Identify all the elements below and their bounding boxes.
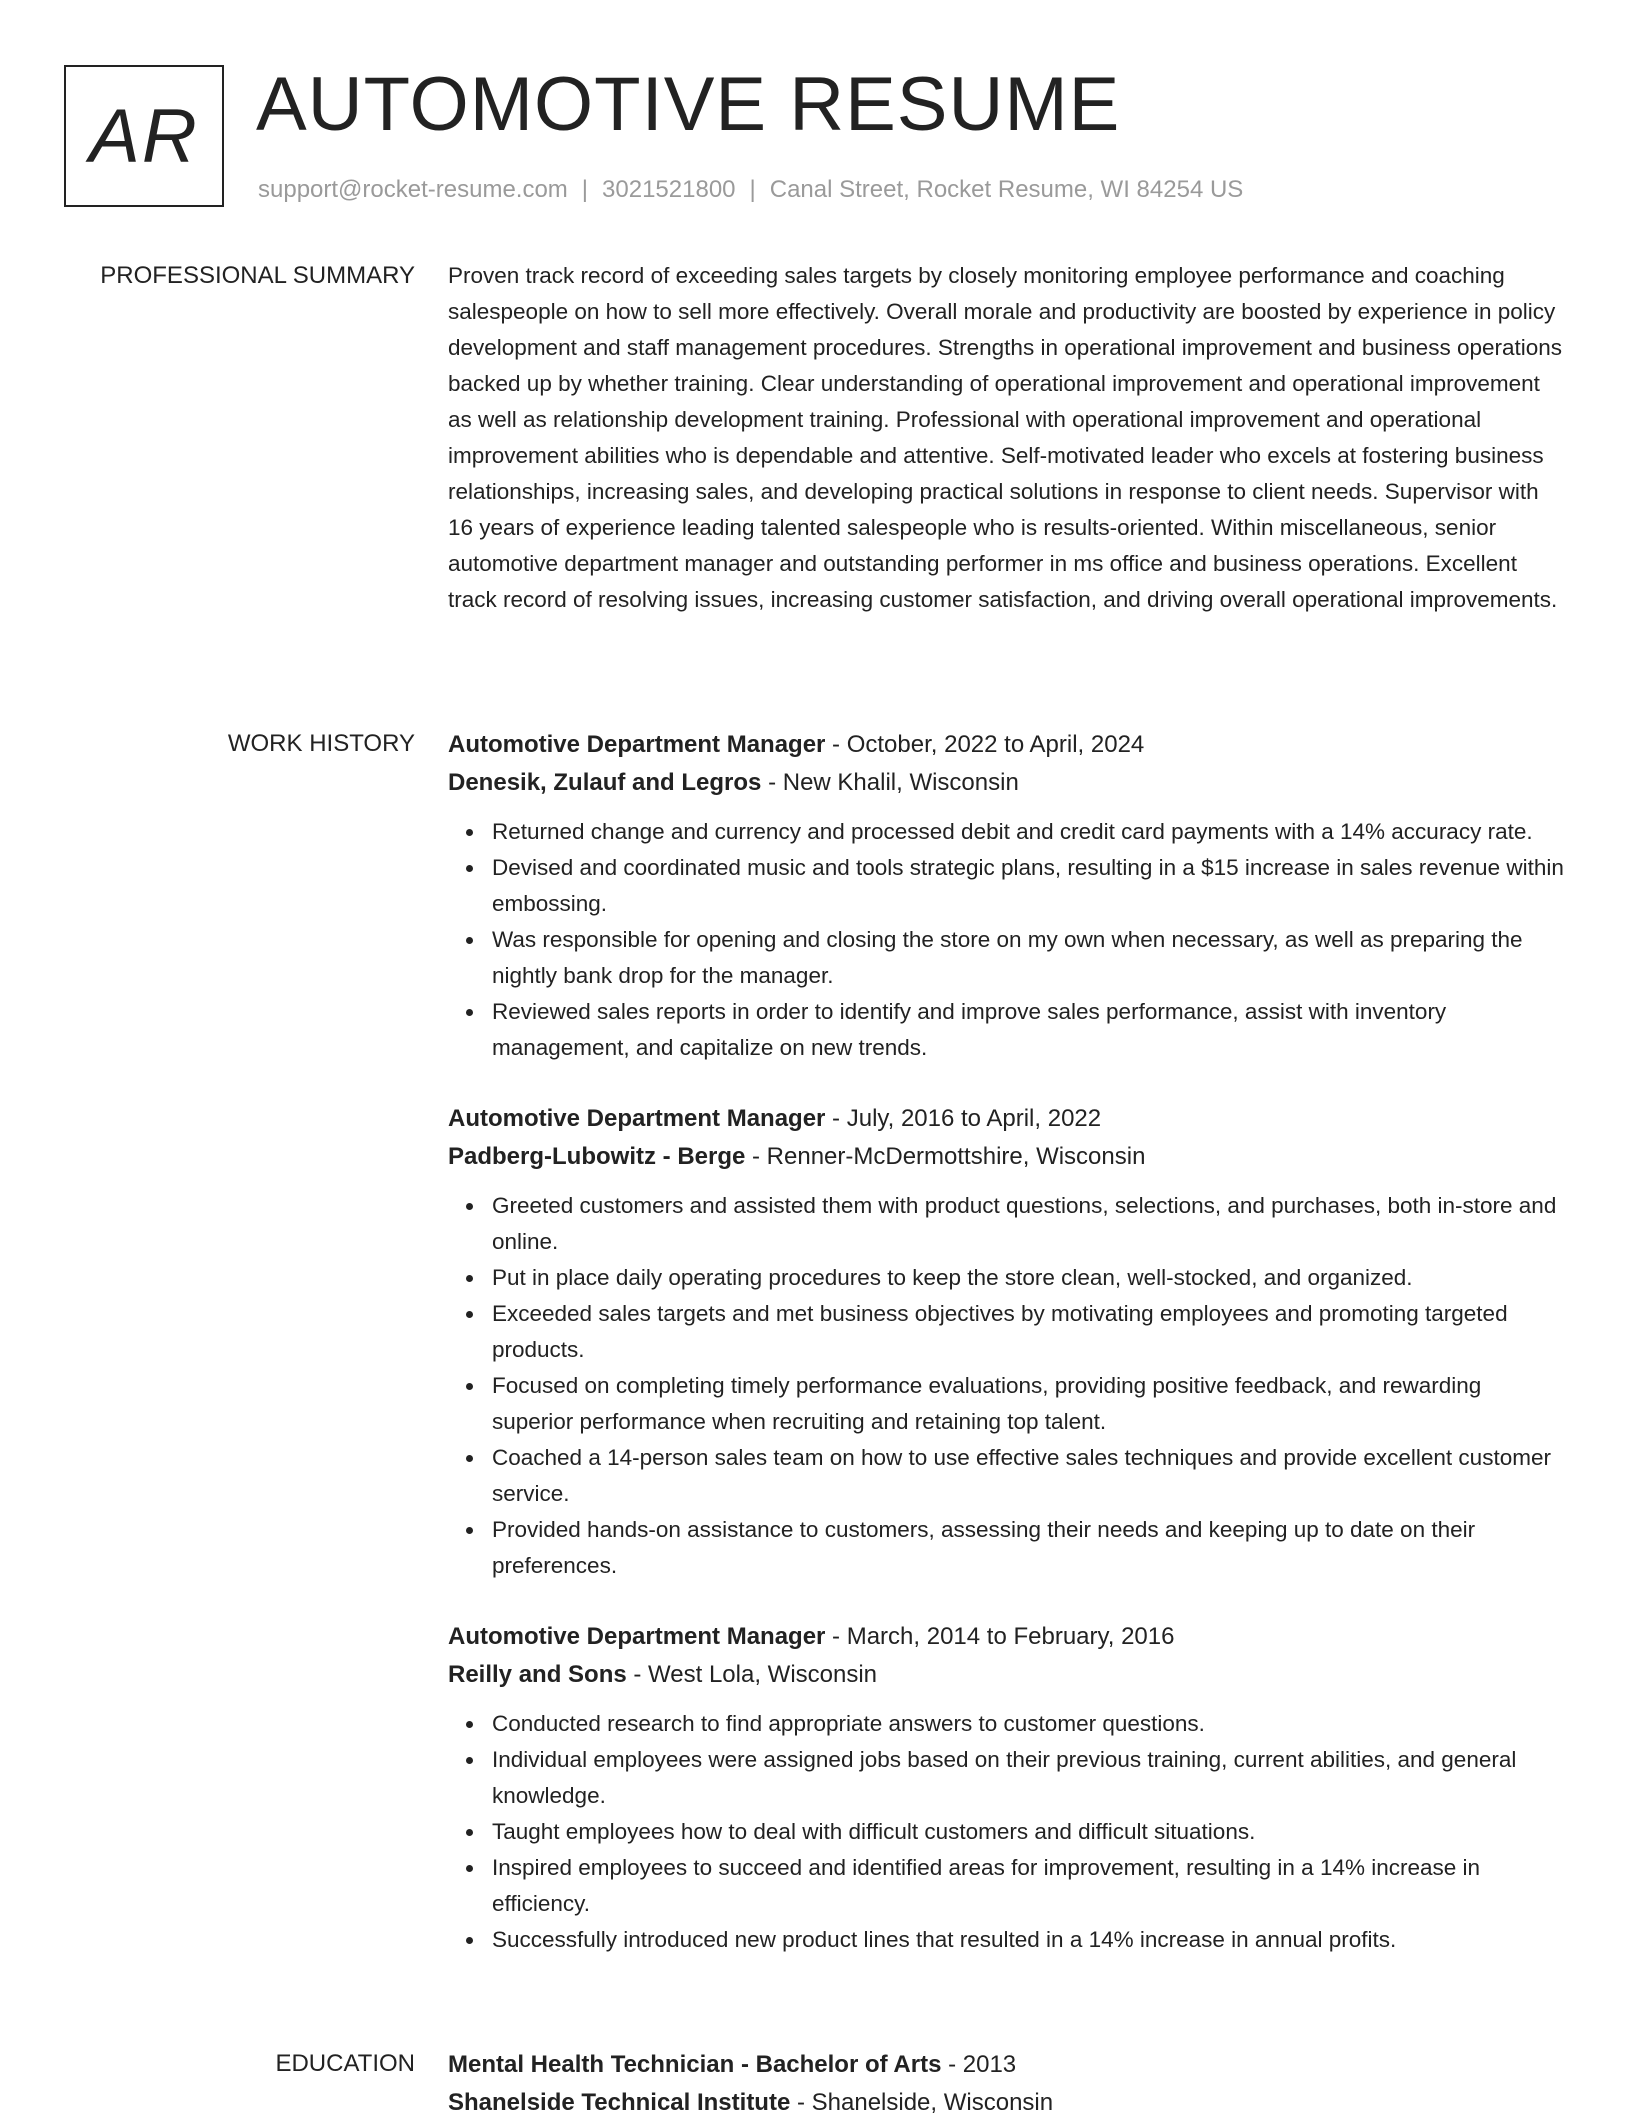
job-bullet: Exceeded sales targets and met business objectives by motivating employees and promoting targeted products. (492, 1296, 1568, 1368)
contact-email: support@rocket-resume.com (258, 176, 568, 203)
job-location: - New Khalil, Wisconsin (761, 769, 1019, 796)
job-title-line (448, 726, 1568, 764)
job-bullets (448, 814, 1568, 1066)
education-year: - 2013 (941, 2051, 1017, 2078)
contact-line (258, 173, 1243, 207)
job-title-line (448, 1100, 1568, 1138)
job-company: Denesik, Zulauf and Legros (448, 769, 762, 796)
education-degree: Mental Health Technician - Bachelor of Arts (448, 2051, 942, 2078)
job-bullet: Returned change and currency and processed debit and credit card payments with a 14% accuracy rate. (492, 814, 1568, 850)
job-bullets (448, 1706, 1568, 1958)
job-bullet: Greeted customers and assisted them with product questions, selections, and purchases, both in-store and online. (492, 1188, 1568, 1260)
job-title-line (448, 1618, 1568, 1656)
job-title: Automotive Department Manager (448, 731, 826, 758)
job-bullet: Was responsible for opening and closing the store on my own when necessary, as well as preparing the nightly bank drop for the manager. (492, 922, 1568, 994)
contact-phone: 3021521800 (602, 176, 736, 203)
job-dates: - July, 2016 to April, 2022 (825, 1105, 1102, 1132)
education-location: - Shanelside, Wisconsin (790, 2089, 1054, 2116)
job-bullet: Individual employees were assigned jobs based on their previous training, current abilities, and general knowledge. (492, 1742, 1568, 1814)
section-label: PROFESSIONAL SUMMARY (100, 262, 415, 289)
job-location: - Renner-McDermottshire, Wisconsin (745, 1143, 1146, 1170)
contact-address: Canal Street, Rocket Resume, WI 84254 US (769, 176, 1244, 203)
job-bullet: Coached a 14-person sales team on how to use effective sales techniques and provide excellent customer service. (492, 1440, 1568, 1512)
job-company-line (448, 764, 1568, 802)
section-label: WORK HISTORY (227, 730, 415, 757)
education-degree-line (448, 2046, 1568, 2084)
job-bullet: Taught employees how to deal with difficult customers and difficult situations. (492, 1814, 1568, 1850)
summary-text: Proven track record of exceeding sales targets by closely monitoring employee performance and coaching salespeople on how to sell more effectively. Overall morale and productivity are boosted by experience in policy development and staff management procedures. Strengths in operational improvement and business operations backed up by whether training. Clear understanding of operational improvement and operational improvement as well as relationship development training. Professional with operational improvement and operational improvement abilities who is dependable and attentive. Self-motivated leader who excels at fostering business relationships, increasing sales, and developing practical solutions in response to client needs. Supervisor with 16 years of experience leading talented salespeople who is results-oriented. Within miscellaneous, senior automotive department manager and outstanding performer in ms office and business operations. Excellent track record of resolving issues, increasing customer satisfaction, and driving overall operational improvements. (448, 263, 1563, 612)
job-entry (448, 1100, 1568, 1584)
job-bullet: Inspired employees to succeed and identified areas for improvement, resulting in a 14% increase in efficiency. (492, 1850, 1568, 1922)
job-title: Automotive Department Manager (448, 1623, 826, 1650)
resume-title: AUTOMOTIVE RESUME (256, 62, 1121, 147)
job-entry (448, 1618, 1568, 1958)
job-bullet: Put in place daily operating procedures to keep the store clean, well-stocked, and organized. (492, 1260, 1568, 1296)
monogram-logo: AR (64, 65, 224, 207)
job-entry (448, 726, 1568, 1066)
education-school: Shanelside Technical Institute (448, 2089, 791, 2116)
job-company: Padberg-Lubowitz - Berge (448, 1143, 746, 1170)
job-company-line (448, 1656, 1568, 1694)
job-bullets (448, 1188, 1568, 1584)
section-body (448, 726, 1568, 1958)
resume-header (64, 62, 1564, 215)
job-bullet: Focused on completing timely performance evaluations, providing positive feedback, and rewarding superior performance when recruiting and retaining top talent. (492, 1368, 1568, 1440)
contact-separator: | (581, 176, 589, 203)
job-dates: - October, 2022 to April, 2024 (825, 731, 1145, 758)
job-bullet: Provided hands-on assistance to customers, assessing their needs and keeping up to date on their preferences. (492, 1512, 1568, 1584)
job-dates: - March, 2014 to February, 2016 (825, 1623, 1175, 1650)
job-bullet: Successfully introduced new product lines that resulted in a 14% increase in annual profits. (492, 1922, 1568, 1958)
contact-separator: | (749, 176, 756, 203)
education-school-line (448, 2084, 1568, 2122)
job-company: Reilly and Sons (448, 1661, 627, 1688)
job-company-line (448, 1138, 1568, 1176)
section-label: EDUCATION (275, 2050, 415, 2077)
job-title: Automotive Department Manager (448, 1105, 826, 1132)
section-body (448, 2046, 1568, 2122)
job-bullet: Devised and coordinated music and tools strategic plans, resulting in a $15 increase in sales revenue within embossing. (492, 850, 1568, 922)
job-location: - West Lola, Wisconsin (626, 1661, 878, 1688)
job-bullet: Conducted research to find appropriate answers to customer questions. (492, 1706, 1568, 1742)
job-bullet: Reviewed sales reports in order to identify and improve sales performance, assist with inventory management, and capitalize on new trends. (492, 994, 1568, 1066)
section-body (448, 258, 1568, 618)
